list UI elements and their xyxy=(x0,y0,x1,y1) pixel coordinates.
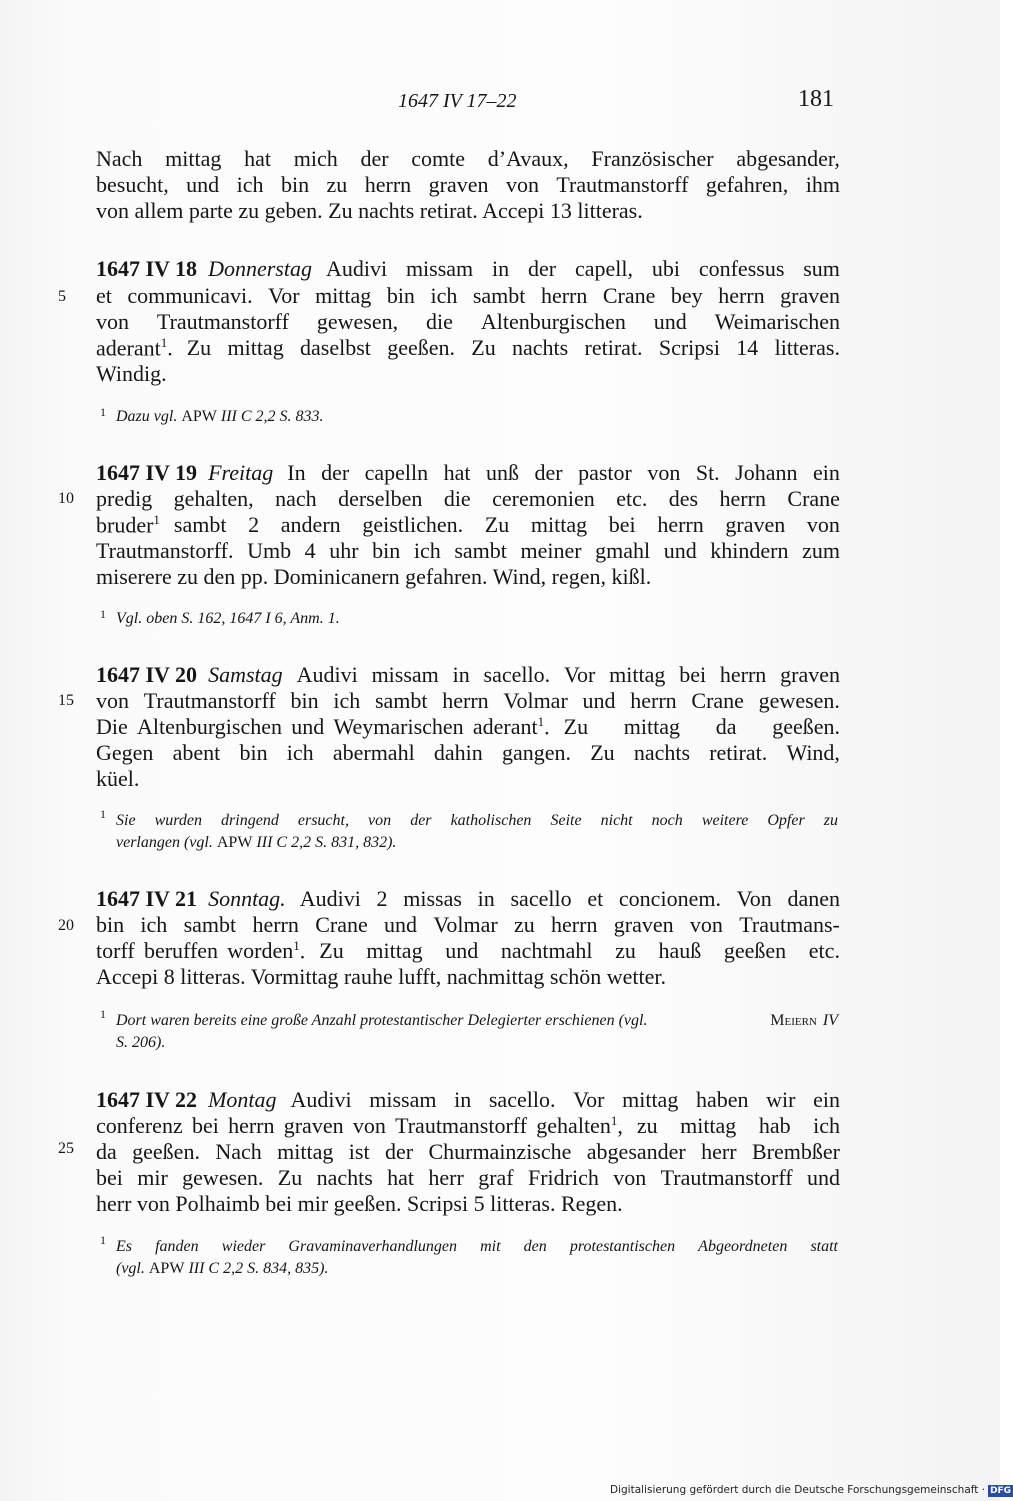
word: Zu xyxy=(277,1165,303,1190)
footnote: 1 Sie wurden dringend ersucht, von der katholischen Seite nicht noch weitere Opfer zu xyxy=(100,807,838,829)
word: der xyxy=(384,1139,414,1164)
text-line xyxy=(96,172,840,198)
word: Umb xyxy=(247,538,292,563)
word: herr xyxy=(701,1139,737,1164)
word-group: Zu mittag daselbst geeßen. Zu nachts retirat. Scripsi 14 litteras. xyxy=(186,335,840,360)
text-line: bruder$^1$ sambt 2 andern geistlichen. Zu mittag bei herrn graven von xyxy=(96,512,840,538)
text-line: Accepi 8 litteras. Vormittag rauhe lufft, nachmittag schön wetter. xyxy=(96,964,667,989)
word: gefahren, xyxy=(705,172,789,197)
dfg-logo-icon: DFG xyxy=(990,1486,1012,1496)
entry-weekday: Samstag xyxy=(208,662,283,687)
text-line: Die Altenburgischen und Weymarischen aderant$^1$. Zu mittag da geeßen. xyxy=(96,714,840,740)
word: Nach xyxy=(96,146,143,171)
word: und xyxy=(582,688,616,713)
word: mittag xyxy=(277,1139,334,1164)
word: ist xyxy=(348,1139,370,1164)
word: uhr xyxy=(329,538,359,563)
word: die xyxy=(426,309,453,334)
text-line: Windig. xyxy=(96,361,167,386)
text-line xyxy=(96,1139,840,1165)
word-group: Es fanden wieder Gravaminaverhandlungen mit den protestantischen Abgeordneten statt xyxy=(116,1238,838,1255)
word: von xyxy=(96,688,129,713)
word: gehalten, xyxy=(173,486,254,511)
word: hat xyxy=(244,146,271,171)
word: et xyxy=(96,283,112,308)
footnote: 1 Es fanden wieder Gravaminaverhandlungen mit den protestantischen Abgeordneten statt xyxy=(100,1233,838,1255)
word: da xyxy=(96,1139,117,1164)
running-head: 1647 IV 17–22 xyxy=(398,90,517,112)
word: geeßen. xyxy=(132,1139,200,1164)
word: Crane xyxy=(315,912,368,937)
word-group: Audivi missam in sacello. Vor mittag bei herrn graven xyxy=(296,662,840,687)
line-number-10: 10 xyxy=(58,490,74,507)
word: abgesander xyxy=(586,1139,686,1164)
word: Volmar xyxy=(433,912,498,937)
word-group: Die Altenburgischen und Weymarischen aderant xyxy=(96,714,538,740)
word-group: conferenz bei herrn graven von Trautmanstorff gehalten xyxy=(96,1113,611,1139)
funding-footer: Digitalisierung gefördert durch die Deutsche Forschungsgemeinschaft · DFG xyxy=(610,1484,1012,1496)
word: von xyxy=(505,172,539,197)
text-line: herr von Polhaimb bei mir geeßen. Scripsi 5 litteras. Regen. xyxy=(96,1191,623,1216)
word: Weimarischen xyxy=(714,309,840,334)
word: nachts xyxy=(633,740,691,765)
word: 4 xyxy=(304,538,316,563)
diary-entry-1647-iv-19 xyxy=(96,460,840,486)
word: bin xyxy=(386,283,415,308)
word: Trautmanstorff xyxy=(156,309,289,334)
entry-weekday: Donnerstag xyxy=(208,256,312,281)
word: bin xyxy=(96,912,125,937)
word-group: Audivi 2 missas in sacello et concionem. Von danen xyxy=(299,886,840,911)
word: besucht, xyxy=(96,172,169,197)
word: Crane xyxy=(787,486,840,511)
text-line xyxy=(96,1165,840,1191)
word: d’Avaux, xyxy=(487,146,569,171)
word: Nach xyxy=(215,1139,262,1164)
word: abent xyxy=(172,740,221,765)
text-line: torff beruffen worden$^1$. Zu mittag und nachtmahl zu hauß geeßen etc. xyxy=(96,938,840,964)
entry-date: 1647 IV 21 xyxy=(96,886,198,911)
word: meiner xyxy=(520,538,582,563)
word-group: zu mittag hab ich xyxy=(636,1113,840,1138)
line-number-15: 15 xyxy=(58,692,74,709)
word: ceremonien xyxy=(492,486,595,511)
word: khindern xyxy=(710,538,789,563)
word: zum xyxy=(802,538,840,563)
word: predig xyxy=(96,486,153,511)
word: und xyxy=(384,912,418,937)
word: ich xyxy=(286,740,314,765)
word: retirat. xyxy=(709,740,768,765)
word: gewesen. xyxy=(758,688,840,713)
diary-entry-1647-iv-22 xyxy=(96,1087,840,1113)
text-line: conferenz bei herrn graven von Trautmanstorff gehalten$^1$, zu mittag hab ich xyxy=(96,1113,840,1139)
footnote-ref: 1 xyxy=(153,512,160,527)
word: graven xyxy=(780,283,840,308)
text-line xyxy=(96,912,840,938)
word: herr xyxy=(428,1165,464,1190)
word: und xyxy=(663,538,697,563)
word-group: sambt 2 andern geistlichen. Zu mittag bei herrn graven von xyxy=(173,512,840,537)
word: sambt xyxy=(472,283,526,308)
word: mittag xyxy=(315,283,372,308)
word: Volmar xyxy=(503,688,568,713)
footnote: $^1$ Vgl. oben S. 162, 1647 I 6, Anm. 1. xyxy=(100,607,340,627)
word: communicavi. xyxy=(127,283,253,308)
word: Brembßer xyxy=(751,1139,840,1164)
word: gmahl xyxy=(595,538,651,563)
word-group: torff beruffen worden xyxy=(96,938,294,964)
word: herrn xyxy=(364,172,412,197)
word: abgesander, xyxy=(736,146,840,171)
word: nachts xyxy=(316,1165,373,1190)
word: Trautmanstorff xyxy=(660,1165,793,1190)
word: Fridrich xyxy=(527,1165,599,1190)
word: der xyxy=(360,146,389,171)
word: des xyxy=(668,486,699,511)
word: bin xyxy=(280,172,310,197)
word: bei xyxy=(96,1165,123,1190)
word: Trautmans- xyxy=(739,912,840,937)
word: sambt xyxy=(374,688,428,713)
word: ich xyxy=(413,538,441,563)
word: bin xyxy=(290,688,319,713)
text-line xyxy=(96,688,840,714)
text-line xyxy=(96,146,840,172)
word: bey xyxy=(670,283,703,308)
word: zu xyxy=(513,912,535,937)
text-line: miserere zu den pp. Dominicanern gefahren. Wind, regen, kißl. xyxy=(96,564,652,589)
word: Zu xyxy=(590,740,615,765)
word: die xyxy=(443,486,471,511)
entry-date: 1647 IV 20 xyxy=(96,662,198,687)
word: und xyxy=(186,172,220,197)
word: sambt xyxy=(183,912,237,937)
word: Altenburgischen xyxy=(480,309,626,334)
word-group: Zu mittag da geeßen. xyxy=(563,714,840,739)
footnote: 1 Dort waren bereits eine große Anzahl protestantischer Delegierter erschienen (vgl. Meiern IV xyxy=(100,1007,838,1029)
word: derselben xyxy=(338,486,423,511)
word-group: Zu mittag und nachtmahl zu hauß geeßen etc. xyxy=(319,938,840,963)
word: Trautmanstorff xyxy=(556,172,689,197)
word: etc. xyxy=(616,486,648,511)
word: herrn xyxy=(718,283,765,308)
entry-weekday: Freitag xyxy=(208,460,274,485)
entry-date: 1647 IV 18 xyxy=(96,256,198,281)
word: und xyxy=(653,309,687,334)
word: herrn xyxy=(442,688,489,713)
word: graven xyxy=(428,172,489,197)
entry-date: 1647 IV 22 xyxy=(96,1087,198,1112)
diary-entry-1647-iv-20 xyxy=(96,662,840,688)
word: von xyxy=(96,309,129,334)
word: graf xyxy=(478,1165,514,1190)
text-line: von allem parte zu geben. Zu nachts retirat. Accepi 13 litteras. xyxy=(96,198,643,223)
line-number-5: 5 xyxy=(58,288,66,305)
word-group: Sie wurden dringend ersucht, von der katholischen Seite nicht noch weitere Opfer zu xyxy=(116,812,838,829)
word: herrn xyxy=(630,688,677,713)
footnote: $^1$ Dazu vgl. APW III C 2,2 S. 833. xyxy=(100,405,324,425)
text-line xyxy=(96,740,840,766)
word: herrn xyxy=(551,912,598,937)
word: ich xyxy=(333,688,361,713)
entry-weekday: Sonntag. xyxy=(208,886,286,911)
word: Crane xyxy=(691,688,744,713)
word: gangen. xyxy=(501,740,571,765)
text-line: küel. xyxy=(96,766,140,791)
word-group: In der capelln hat unß der pastor von St. Johann ein xyxy=(287,460,840,485)
footnote-ref: 1 xyxy=(160,335,168,350)
word: Gegen xyxy=(96,740,154,765)
word: bin xyxy=(372,538,401,563)
word: Trautmanstorff xyxy=(143,688,276,713)
word: zu xyxy=(326,172,348,197)
word: abermahl xyxy=(332,740,415,765)
text-line xyxy=(96,309,840,335)
word-group: Audivi missam in sacello. Vor mittag haben wir ein xyxy=(290,1087,840,1112)
footnote-ref: 1 xyxy=(537,714,545,729)
diary-entry-1647-iv-21 xyxy=(96,886,840,912)
word: nach xyxy=(275,486,317,511)
word: und xyxy=(806,1165,840,1190)
word: mich xyxy=(293,146,338,171)
footnote-continued: S. 206). xyxy=(116,1034,166,1051)
word: mittag xyxy=(165,146,222,171)
word: Trautmanstorff. xyxy=(96,538,234,563)
word: dahin xyxy=(433,740,483,765)
text-line xyxy=(96,486,840,512)
word: sambt xyxy=(454,538,507,563)
footnote-ref: 1 xyxy=(610,1113,618,1128)
page-number: 181 xyxy=(798,86,834,112)
word: ihm xyxy=(805,172,840,197)
word: Vor xyxy=(268,283,300,308)
word: graven xyxy=(613,912,674,937)
word: gewesen, xyxy=(316,309,399,334)
entry-weekday: Montag xyxy=(208,1087,277,1112)
line-number-25: 25 xyxy=(58,1140,74,1157)
word: ich xyxy=(236,172,264,197)
word: Crane xyxy=(602,283,656,308)
line-number-20: 20 xyxy=(58,917,74,934)
word: herrn xyxy=(540,283,588,308)
text-line xyxy=(96,283,840,309)
word: von xyxy=(613,1165,647,1190)
footnote-continued: verlangen (vgl. APW III C 2,2 S. 831, 832). xyxy=(116,834,397,851)
word: von xyxy=(689,912,723,937)
word: comte xyxy=(411,146,466,171)
word: ich xyxy=(140,912,168,937)
diary-entry-1647-iv-18 xyxy=(96,256,840,282)
text-line: aderant$^1$. Zu mittag daselbst geeßen. Zu nachts retirat. Scripsi 14 litteras. xyxy=(96,335,840,361)
text-line xyxy=(96,538,840,564)
footnote-continued: (vgl. APW III C 2,2 S. 834, 835). xyxy=(116,1260,329,1277)
word: ich xyxy=(430,283,458,308)
word: Churmainzische xyxy=(428,1139,572,1164)
word: herrn xyxy=(719,486,766,511)
entry-date: 1647 IV 19 xyxy=(96,460,198,485)
word: herrn xyxy=(252,912,299,937)
word: mir xyxy=(137,1165,168,1190)
word: Französischer xyxy=(591,146,714,171)
word: bin xyxy=(239,740,268,765)
word: hat xyxy=(387,1165,415,1190)
footnote-ref: 1 xyxy=(293,938,300,953)
word-group: Audivi missam in der capell, ubi confessus sum xyxy=(325,256,840,281)
word: gewesen. xyxy=(182,1165,264,1190)
word: Wind, xyxy=(786,740,840,765)
